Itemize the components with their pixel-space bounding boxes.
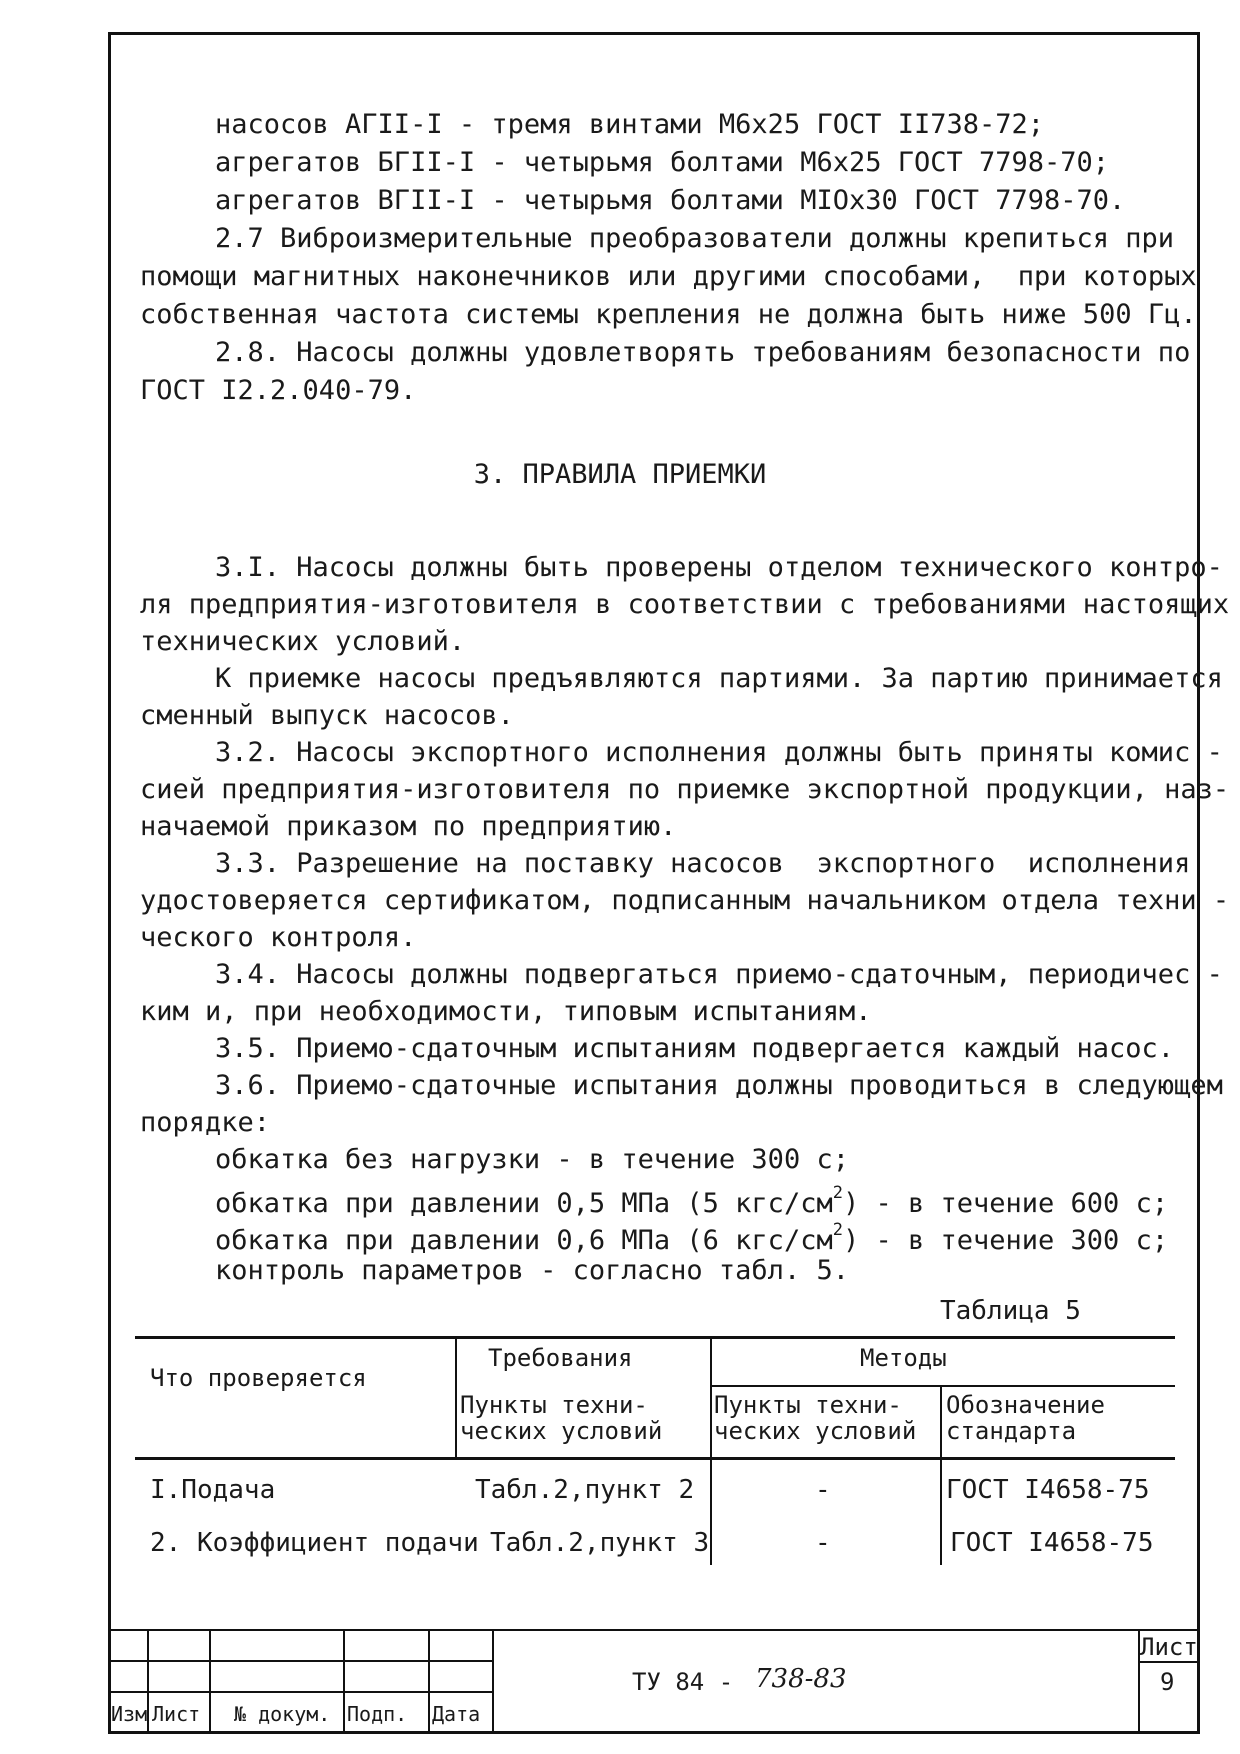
- stamp-label-izm: Изм: [111, 1702, 148, 1726]
- text-line: сменный выпуск насосов.: [140, 700, 514, 731]
- text-line: 3.6. Приемо-сдаточные испытания должны проводиться в следующем: [215, 1070, 1223, 1101]
- table-cell: I.Подача: [150, 1475, 276, 1505]
- document-code: ТУ 84 -: [632, 1668, 734, 1696]
- table-cell: Табл.2,пункт 2: [475, 1475, 695, 1505]
- text-line: начаемой приказом по предприятию.: [140, 811, 677, 842]
- text-line: собственная частота системы крепления не должна быть ниже 500 Гц.: [140, 299, 1197, 330]
- stamp-col-rule: [492, 1630, 494, 1734]
- table-cell: 2. Коэффициент подачи: [150, 1528, 479, 1558]
- document-code-handwritten: 738-83: [755, 1664, 847, 1694]
- text-line: 2.7 Виброизмерительные преобразователи должны крепиться при: [215, 223, 1175, 254]
- table-cell: ГОСТ I4658-75: [950, 1528, 1154, 1558]
- table-cell: -: [815, 1528, 831, 1558]
- text-line: 3.5. Приемо-сдаточным испытаниям подвергается каждый насос.: [215, 1033, 1175, 1064]
- table-subheader: Пункты техни- ческих условий: [460, 1391, 663, 1445]
- table-rule: [710, 1385, 1175, 1387]
- text-line: порядке:: [140, 1107, 271, 1138]
- text-line: удостоверяется сертификатом, подписанным начальником отдела техни -: [140, 885, 1230, 916]
- stamp-rule: [108, 1629, 1200, 1631]
- text-line: 3.I. Насосы должны быть проверены отделом технического контро-: [215, 552, 1223, 583]
- table-header-methods: Методы: [860, 1344, 947, 1372]
- table-caption: Таблица 5: [940, 1296, 1081, 1326]
- table-rule: [135, 1457, 1175, 1460]
- stamp-label-date: Дата: [432, 1702, 481, 1726]
- text-line: обкатка при давлении 0,5 МПа (5 кгс/$см^2$) - в течение 600 с;: [215, 1183, 1169, 1219]
- text-line: 3.3. Разрешение на поставку насосов экспортного исполнения: [215, 848, 1191, 879]
- table-rule: [135, 1336, 1175, 1339]
- table-cell: ГОСТ I4658-75: [946, 1475, 1150, 1505]
- text-line: ГОСТ I2.2.040-79.: [140, 375, 417, 406]
- text-line: 2.8. Насосы должны удовлетворять требованиям безопасности по: [215, 337, 1191, 368]
- table-subheader: Пункты техни- ческих условий: [714, 1391, 917, 1445]
- text-line: сией предприятия-изготовителя по приемке экспортной продукции, наз-: [140, 774, 1230, 805]
- table-cell: Табл.2,пункт 3: [490, 1528, 710, 1558]
- stamp-col-rule: [343, 1630, 345, 1734]
- stamp-rule: [108, 1691, 493, 1693]
- table-col-rule: [455, 1337, 457, 1459]
- table-cell: -: [815, 1475, 831, 1505]
- sheet-number: 9: [1160, 1668, 1175, 1696]
- stamp-label-doc-no: № докум.: [234, 1702, 331, 1726]
- section-heading: 3. ПРАВИЛА ПРИЕМКИ: [473, 459, 767, 490]
- stamp-col-rule: [147, 1630, 149, 1734]
- text-line: К приемке насосы предъявляются партиями. За партию принимается: [215, 663, 1223, 694]
- stamp-col-rule: [209, 1630, 211, 1734]
- table-col-rule: [710, 1460, 712, 1565]
- text-line: помощи магнитных наконечников или другими способами, при которых: [140, 261, 1197, 292]
- text-line: насосов АГII-I - тремя винтами М6х25 ГОСТ II738-72;: [215, 109, 1045, 140]
- text-line: обкатка при давлении 0,6 МПа (6 кгс/$см^2$) - в течение 300 с;: [215, 1220, 1169, 1256]
- text-line: ческого контроля.: [140, 922, 417, 953]
- table-col-rule: [940, 1460, 942, 1565]
- text-line: технических условий.: [140, 626, 466, 657]
- text-line: контроль параметров - согласно табл. 5.: [215, 1255, 849, 1286]
- text-line: ля предприятия-изготовителя в соответствии с требованиями настоящих: [140, 589, 1230, 620]
- stamp-col-rule: [428, 1630, 430, 1734]
- table-col-rule: [940, 1386, 942, 1459]
- stamp-rule: [1140, 1661, 1200, 1663]
- table-header-requirements: Требования: [488, 1344, 633, 1372]
- text-line: 3.4. Насосы должны подвергаться приемо-сдаточным, периодичес -: [215, 959, 1223, 990]
- stamp-label-list: Лист: [152, 1702, 201, 1726]
- text-line: ким и, при необходимости, типовым испытаниям.: [140, 996, 872, 1027]
- text-line: агрегатов БГII-I - четырьмя болтами М6х25 ГОСТ 7798-70;: [215, 147, 1110, 178]
- stamp-rule: [108, 1660, 493, 1662]
- text-line: обкатка без нагрузки - в течение 300 с;: [215, 1144, 849, 1175]
- table-col-rule: [710, 1337, 712, 1459]
- text-line: 3.2. Насосы экспортного исполнения должны быть приняты комис -: [215, 737, 1223, 768]
- table-header-what: Что проверяется: [150, 1364, 367, 1392]
- table-subheader: Обозначение стандарта: [946, 1391, 1105, 1445]
- stamp-label-sign: Подп.: [347, 1702, 408, 1726]
- text-line: агрегатов ВГII-I - четырьмя болтами МIОх30 ГОСТ 7798-70.: [215, 185, 1126, 216]
- sheet-label: Лист: [1140, 1633, 1198, 1661]
